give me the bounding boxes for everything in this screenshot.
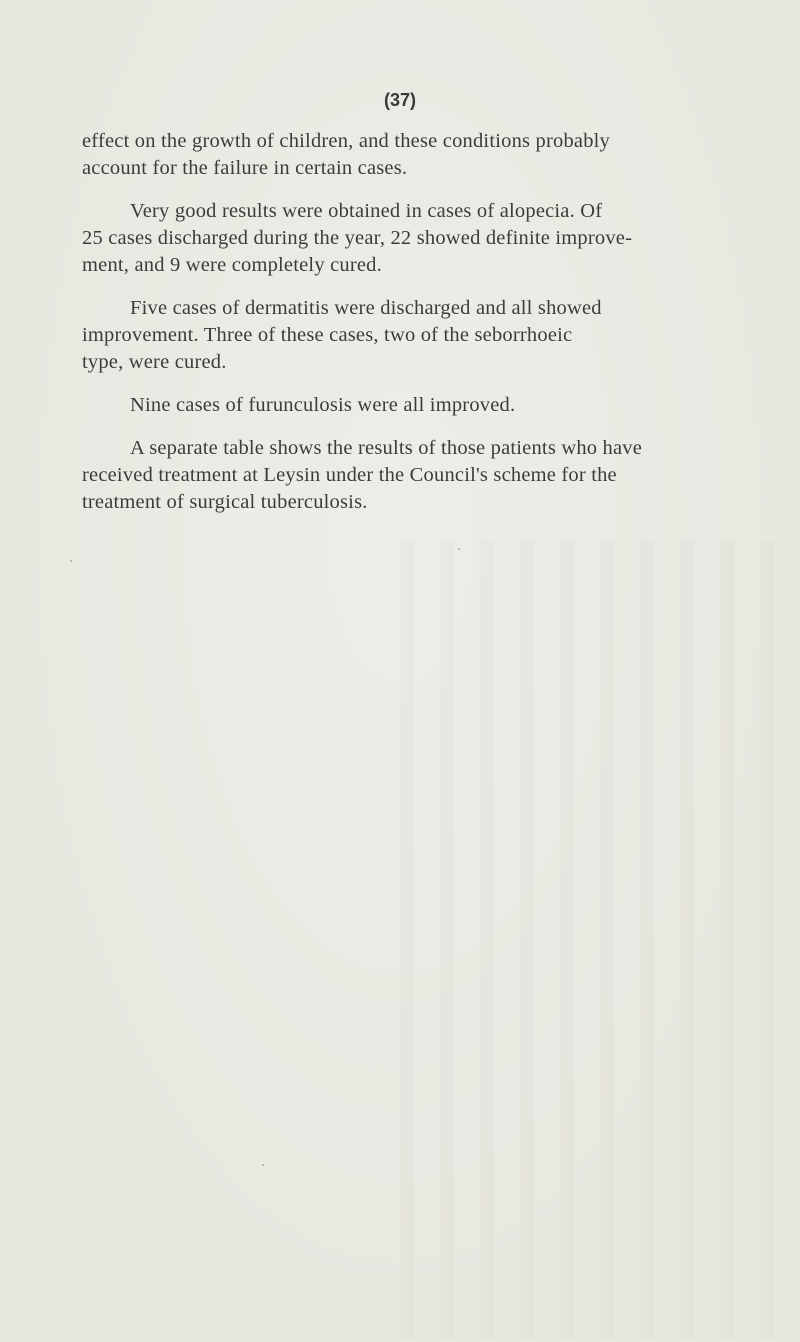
text-line: treatment of surgical tuberculosis. <box>82 491 368 513</box>
text-line: ment, and 9 were completely cured. <box>82 254 382 276</box>
text-line: Nine cases of furunculosis were all improved. <box>130 394 516 416</box>
body-text <box>82 128 722 532</box>
paragraph-4 <box>82 392 722 419</box>
text-line: Very good results were obtained in cases of alopecia. Of <box>130 200 603 222</box>
text-line: received treatment at Leysin under the Council's scheme for the <box>82 464 617 486</box>
text-line: effect on the growth of children, and these conditions probably <box>82 130 610 152</box>
paper-speck <box>458 548 460 550</box>
paragraph-1 <box>82 128 722 182</box>
paragraph-5 <box>82 435 722 516</box>
show-through-texture <box>400 540 800 1340</box>
text-line: account for the failure in certain cases. <box>82 157 408 179</box>
text-line: improvement. Three of these cases, two of the seborrhoeic <box>82 324 573 346</box>
paper-speck <box>70 560 72 562</box>
text-line: Five cases of dermatitis were discharged and all showed <box>130 297 602 319</box>
page-number: (37) <box>383 90 416 110</box>
text-line: 25 cases discharged during the year, 22 showed definite improve- <box>82 227 633 249</box>
paper-speck <box>262 1164 264 1166</box>
text-line: A separate table shows the results of those patients who have <box>130 437 643 459</box>
paragraph-3 <box>82 295 722 376</box>
text-line: type, were cured. <box>82 351 227 373</box>
paragraph-2 <box>82 198 722 279</box>
